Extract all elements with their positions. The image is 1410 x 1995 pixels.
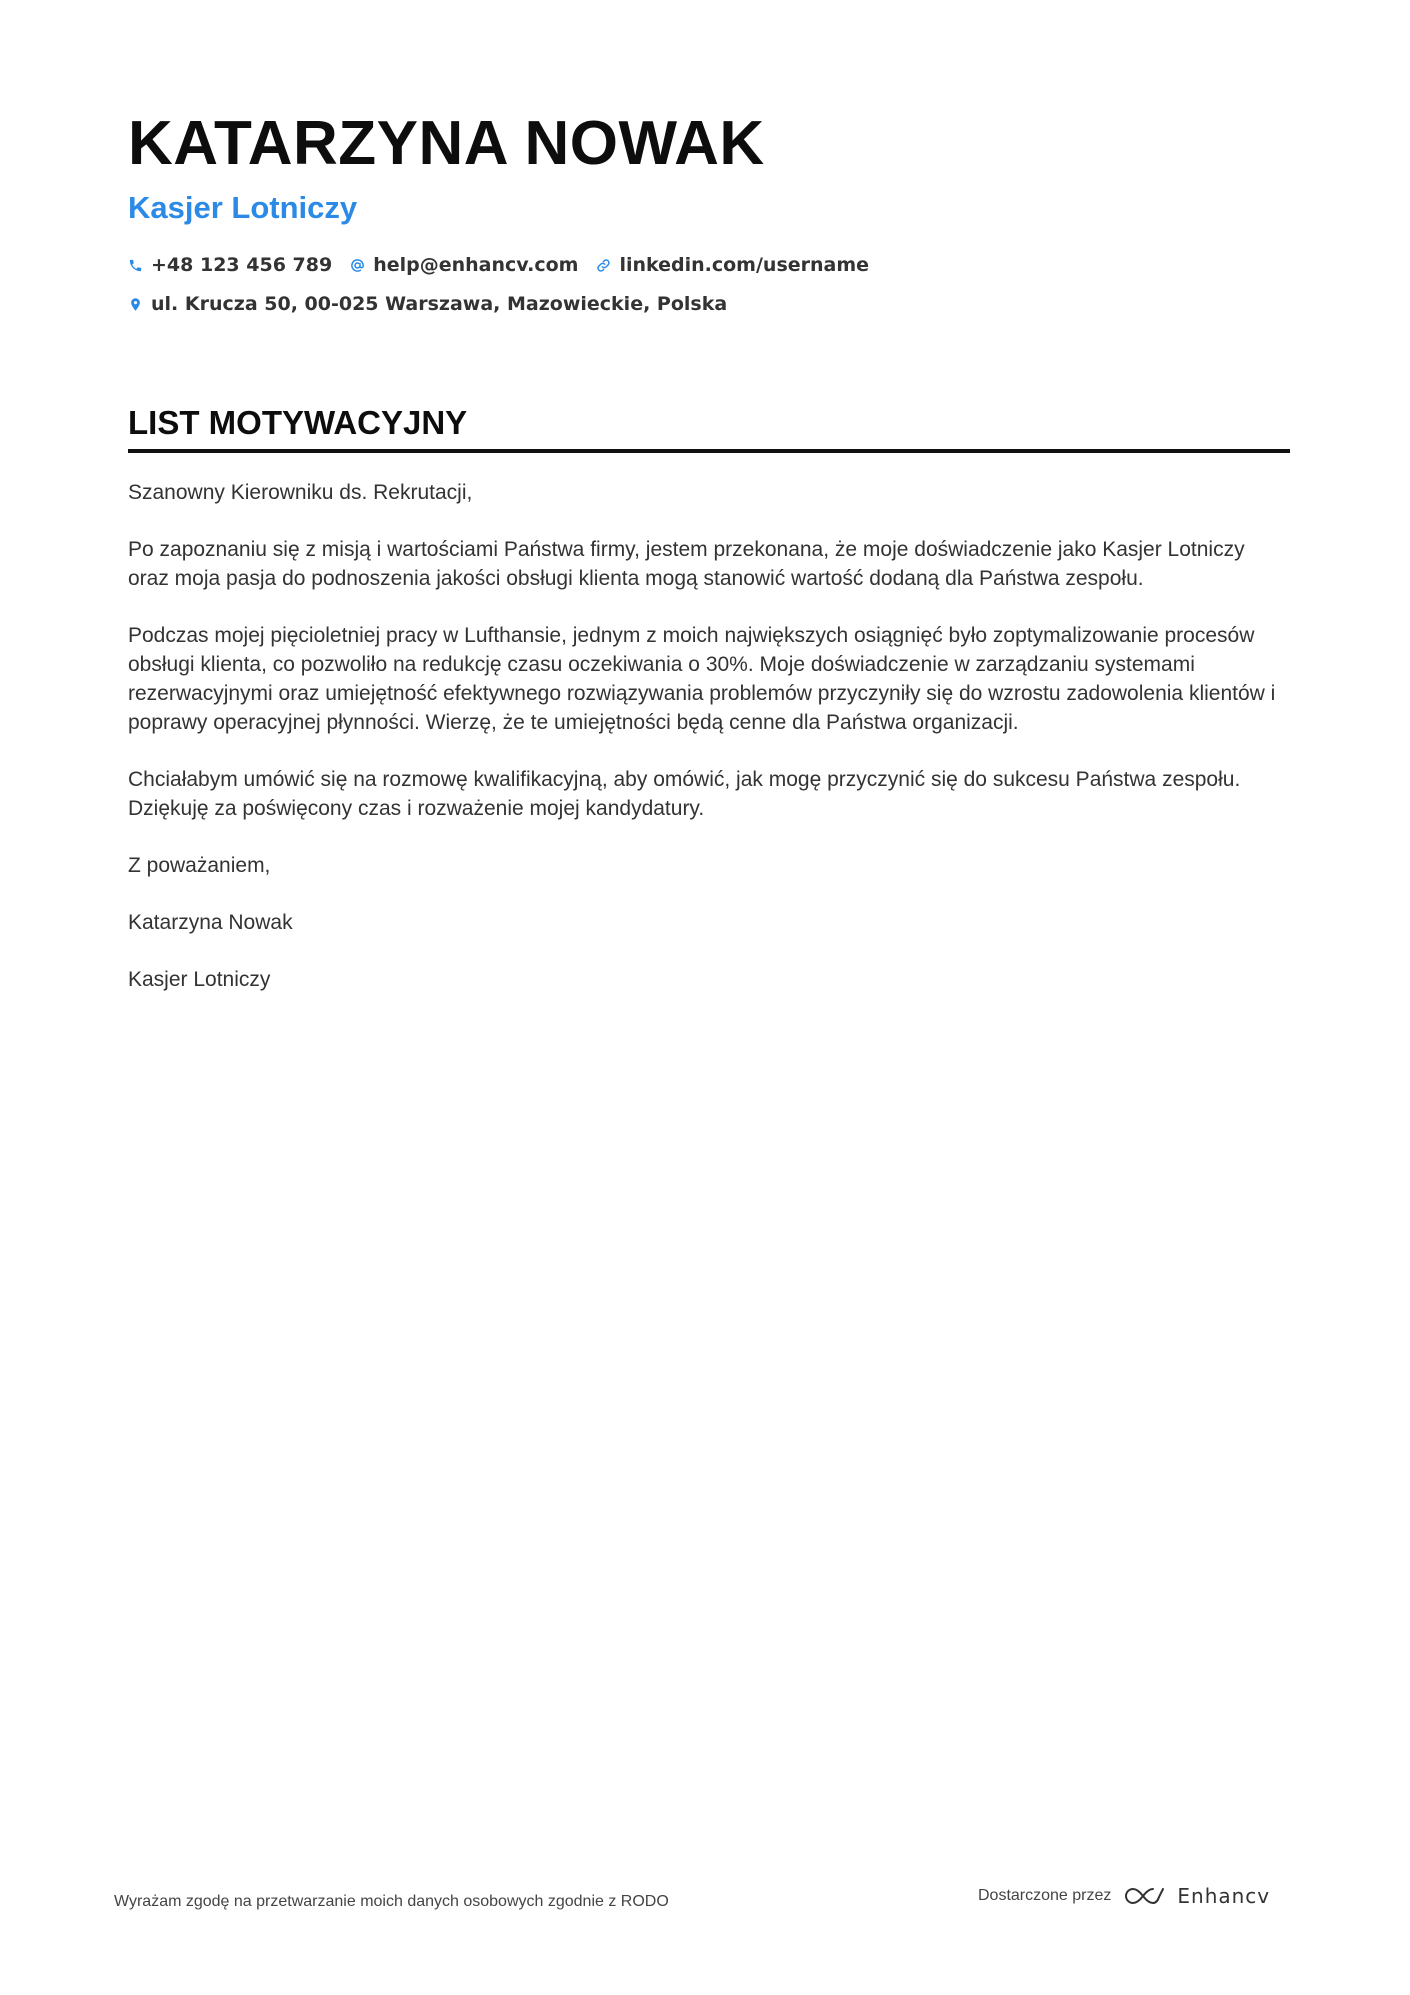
letter-paragraph: Chciałabym umówić się na rozmowę kwalifikacyjną, aby omówić, jak mogę przyczynić się do sukcesu Państwa zespołu. Dziękuję za poświęcony czas i rozważenie mojej kandydatury. bbox=[128, 768, 1241, 820]
contact-address bbox=[128, 293, 727, 315]
gdpr-consent-text: Wyrażam zgodę na przetwarzanie moich danych osobowych zgodnie z RODO bbox=[114, 1893, 669, 1910]
letter-closing: Z poważaniem, bbox=[128, 854, 271, 877]
contact-row-primary bbox=[128, 254, 887, 276]
enhancv-logo-icon bbox=[1123, 1884, 1167, 1908]
signature-name: Katarzyna Nowak bbox=[128, 911, 293, 934]
location-pin-icon bbox=[128, 297, 143, 312]
contact-row-address bbox=[128, 293, 745, 315]
letter-body bbox=[128, 478, 1290, 1022]
contact-email[interactable] bbox=[350, 254, 578, 276]
contact-phone bbox=[128, 254, 332, 276]
brand-name: Enhancv bbox=[1177, 1884, 1271, 1908]
signature-title: Kasjer Lotniczy bbox=[128, 968, 271, 991]
candidate-name: KATARZYNA NOWAK bbox=[128, 109, 765, 178]
letter-paragraph: Po zapoznaniu się z misją i wartościami Państwa firmy, jestem przekonana, że moje doświadczenie jako Kasjer Lotniczy oraz moja pasja do podnoszenia jakości obsługi klienta mogą stanowić wartość dodaną dla Państwa zespołu. bbox=[128, 538, 1245, 590]
linkedin-url[interactable]: linkedin.com/username bbox=[619, 254, 870, 276]
phone-icon bbox=[128, 258, 143, 273]
link-icon bbox=[596, 258, 611, 273]
section-divider bbox=[128, 449, 1290, 453]
job-title: Kasjer Lotniczy bbox=[128, 190, 358, 225]
address-text: ul. Krucza 50, 00-025 Warszawa, Mazowieckie, Polska bbox=[151, 293, 728, 315]
powered-by-badge[interactable] bbox=[978, 1884, 1270, 1908]
powered-by-label: Dostarczone przez bbox=[978, 1887, 1112, 1904]
letter-paragraph: Podczas mojej pięcioletniej pracy w Lufthansie, jednym z moich największych osiągnięć było zoptymalizowanie procesów obsługi klienta, co pozwoliło na redukcję czasu oczekiwania o 30%. Moje doświadczenie w zarządzaniu systemami rezerwacyjnymi oraz umiejętność efektywnego rozwiązywania problemów przyczyniły się do wzrostu zadowolenia klientów i poprawy operacyjnej płynności. Wierzę, że te umiejętności będą cenne dla Państwa organizacji. bbox=[128, 624, 1276, 734]
letter-greeting: Szanowny Kierowniku ds. Rekrutacji, bbox=[128, 481, 473, 504]
section-title: LIST MOTYWACYJNY bbox=[128, 404, 468, 441]
email-address[interactable]: help@enhancv.com bbox=[373, 254, 579, 276]
at-icon bbox=[350, 258, 365, 273]
contact-linkedin[interactable] bbox=[596, 254, 869, 276]
phone-number: +48 123 456 789 bbox=[151, 254, 333, 276]
